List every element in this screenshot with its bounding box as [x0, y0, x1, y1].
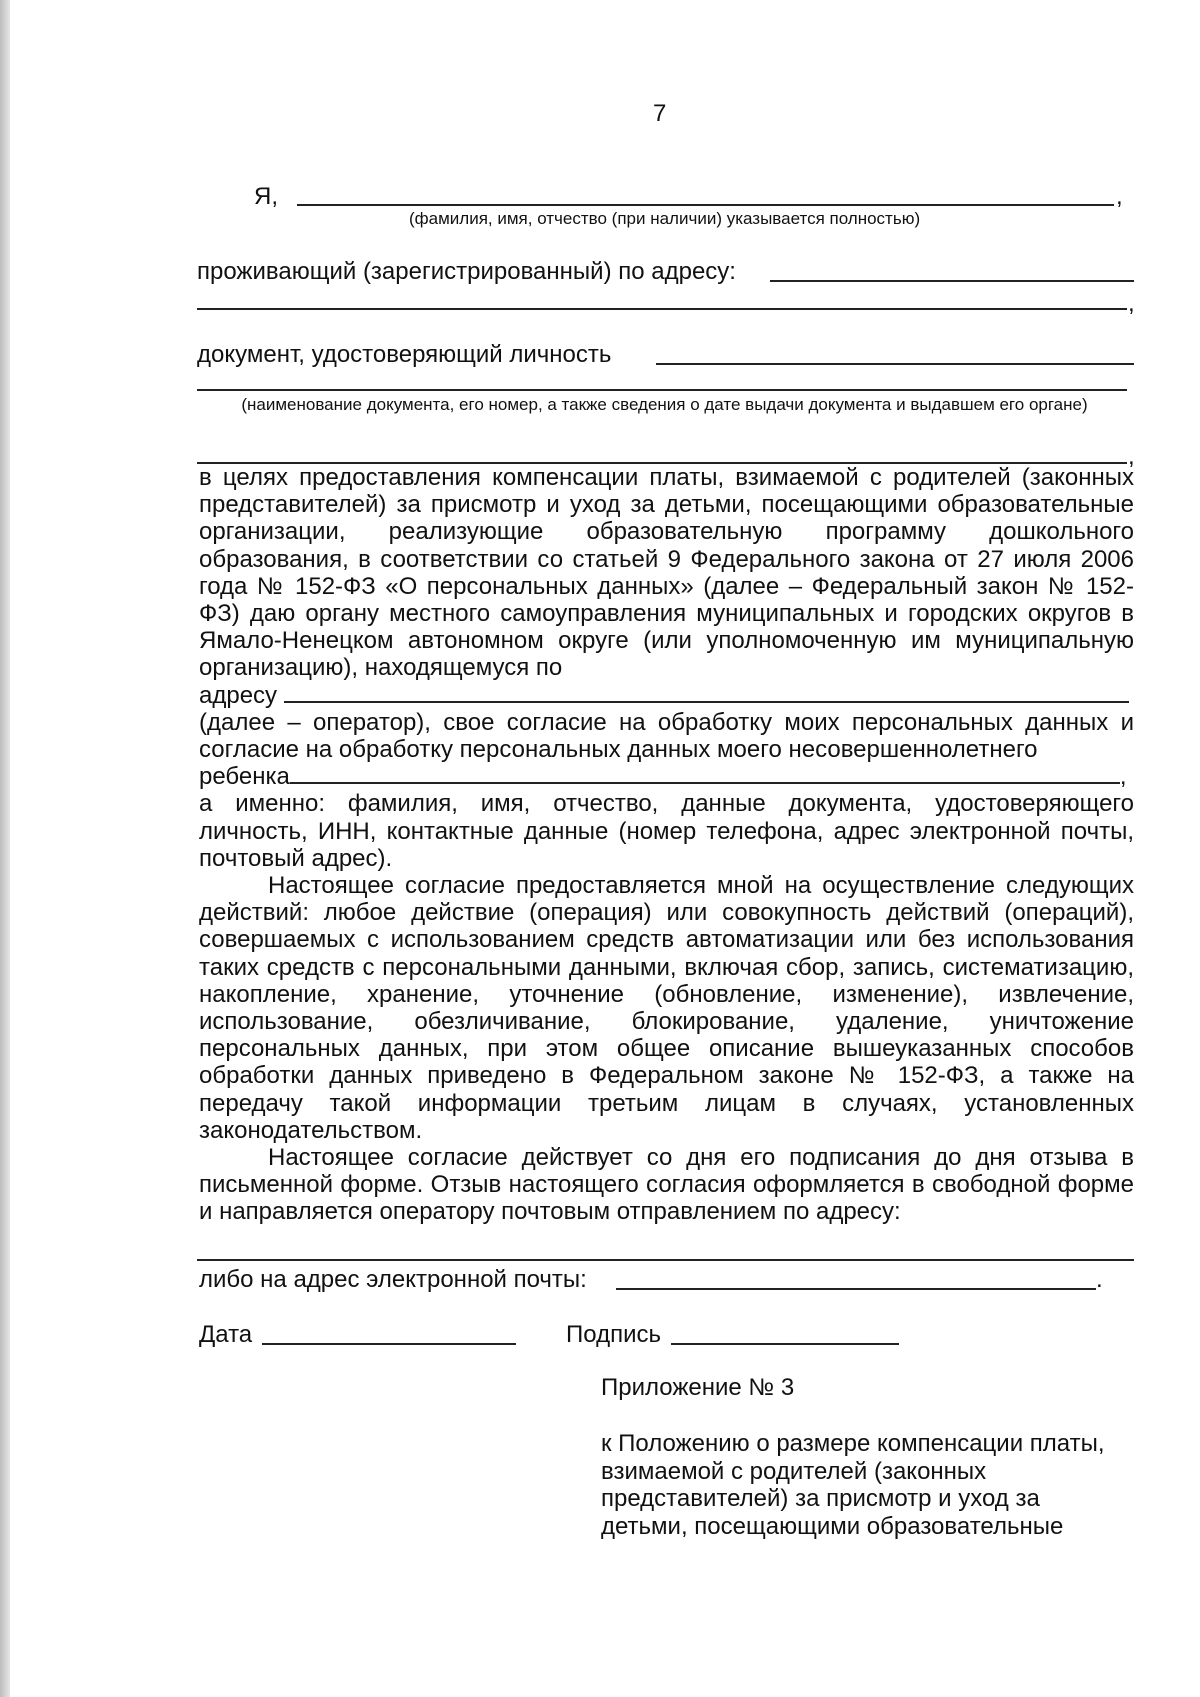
page-number: 7 [653, 100, 667, 127]
document-comma: , [1128, 443, 1135, 470]
validity-text: Настоящее согласие действует со дня его подписания до дня отзыва в письменной форме. Отзыв настоящего согласия оформляется в свободной форме и направляется оператору почтовым отправлением по адресу: [199, 1144, 1134, 1226]
email-label: либо на адрес электронной почты: [199, 1266, 587, 1293]
consent-text: (далее – оператор), свое согласие на обработку моих персональных данных и согласие на обработку персональных данных моего несовершеннолетнего [199, 708, 1134, 764]
child-word: ребенка [199, 763, 290, 791]
document-field-1[interactable] [656, 363, 1134, 365]
appendix-block [601, 1430, 1105, 1540]
signature-label: Подпись [566, 1321, 661, 1348]
fio-field[interactable] [297, 204, 1114, 206]
scan-edge [0, 0, 10, 1697]
appendix-line: представителей) за присмотр и уход за [601, 1485, 1040, 1512]
document-hint: (наименование документа, его номер, а также сведения о дате выдачи документа и выдавшем его органе) [241, 395, 1088, 414]
address-field-1[interactable] [770, 280, 1134, 282]
revocation-address-field[interactable] [197, 1259, 1134, 1261]
document-label: документ, удостоверяющий личность [197, 341, 612, 368]
signature-field[interactable] [671, 1343, 899, 1345]
child-comma: , [1119, 763, 1127, 791]
purpose-paragraph [199, 464, 1134, 1226]
appendix-line: к Положению о размере компенсации платы, [601, 1430, 1105, 1457]
actions-text: Настоящее согласие предоставляется мной на осуществление следующих действий: любое действие (операция) или совокупность действий (операций), совершаемых с использованием средств автоматизации или без использования таких средств с персональными данными, включая сбор, запись, систематизацию, накопление, хранение, уточнение (обновление, изменение), извлечение, использование, обезличивание, блокирование, удаление, уничтожение персональных данных, при этом общее описание вышеуказанных способов обработки данных приведено в Федеральном законе № 152-ФЗ, а также на передачу такой информации третьим лицам в случаях, установленных законодательством. [199, 872, 1134, 1144]
child-name-field[interactable] [290, 766, 1120, 784]
date-field[interactable] [262, 1343, 516, 1345]
address-label: проживающий (зарегистрированный) по адресу: [197, 258, 736, 285]
email-period: . [1096, 1266, 1103, 1293]
appendix-line: детьми, посещающими образовательные [601, 1512, 1064, 1540]
document-field-2[interactable] [197, 389, 1127, 391]
date-label: Дата [199, 1321, 253, 1348]
fio-hint: (фамилия, имя, отчество (при наличии) указывается полностью) [409, 209, 921, 228]
appendix-line: взимаемой с родителей (законных [601, 1457, 987, 1485]
address-comma: , [1128, 290, 1135, 317]
appendix-title: Приложение № 3 [601, 1374, 795, 1401]
data-list-text: а именно: фамилия, имя, отчество, данные документа, удостоверяющего личность, ИНН, контактные данные (номер телефона, адрес электронной почты, почтовый адрес). [199, 790, 1134, 872]
address-word: адресу [199, 681, 278, 709]
ya-label: Я, [254, 183, 278, 210]
fio-comma: , [1116, 183, 1123, 210]
operator-address-field[interactable] [284, 685, 1129, 703]
email-field[interactable] [616, 1288, 1096, 1290]
address-field-2[interactable] [197, 308, 1127, 310]
purpose-text: в целях предоставления компенсации платы, взимаемой с родителей (законных представителей) за присмотр и уход за детьми, посещающими образовательные организации, реализующие образовательную программу дошкольного образования, в соответствии со статьей 9 Федерального закона от 27 июля 2006 года № 152-ФЗ «О персональных данных» (далее – Федеральный закон № 152-ФЗ) даю органу местного самоуправления муниципальных и городских округов в Ямало-Ненецком автономном округе (или уполномоченную им муниципальную организацию), находящемуся по [199, 464, 1134, 682]
document-page [10, 0, 1200, 1697]
